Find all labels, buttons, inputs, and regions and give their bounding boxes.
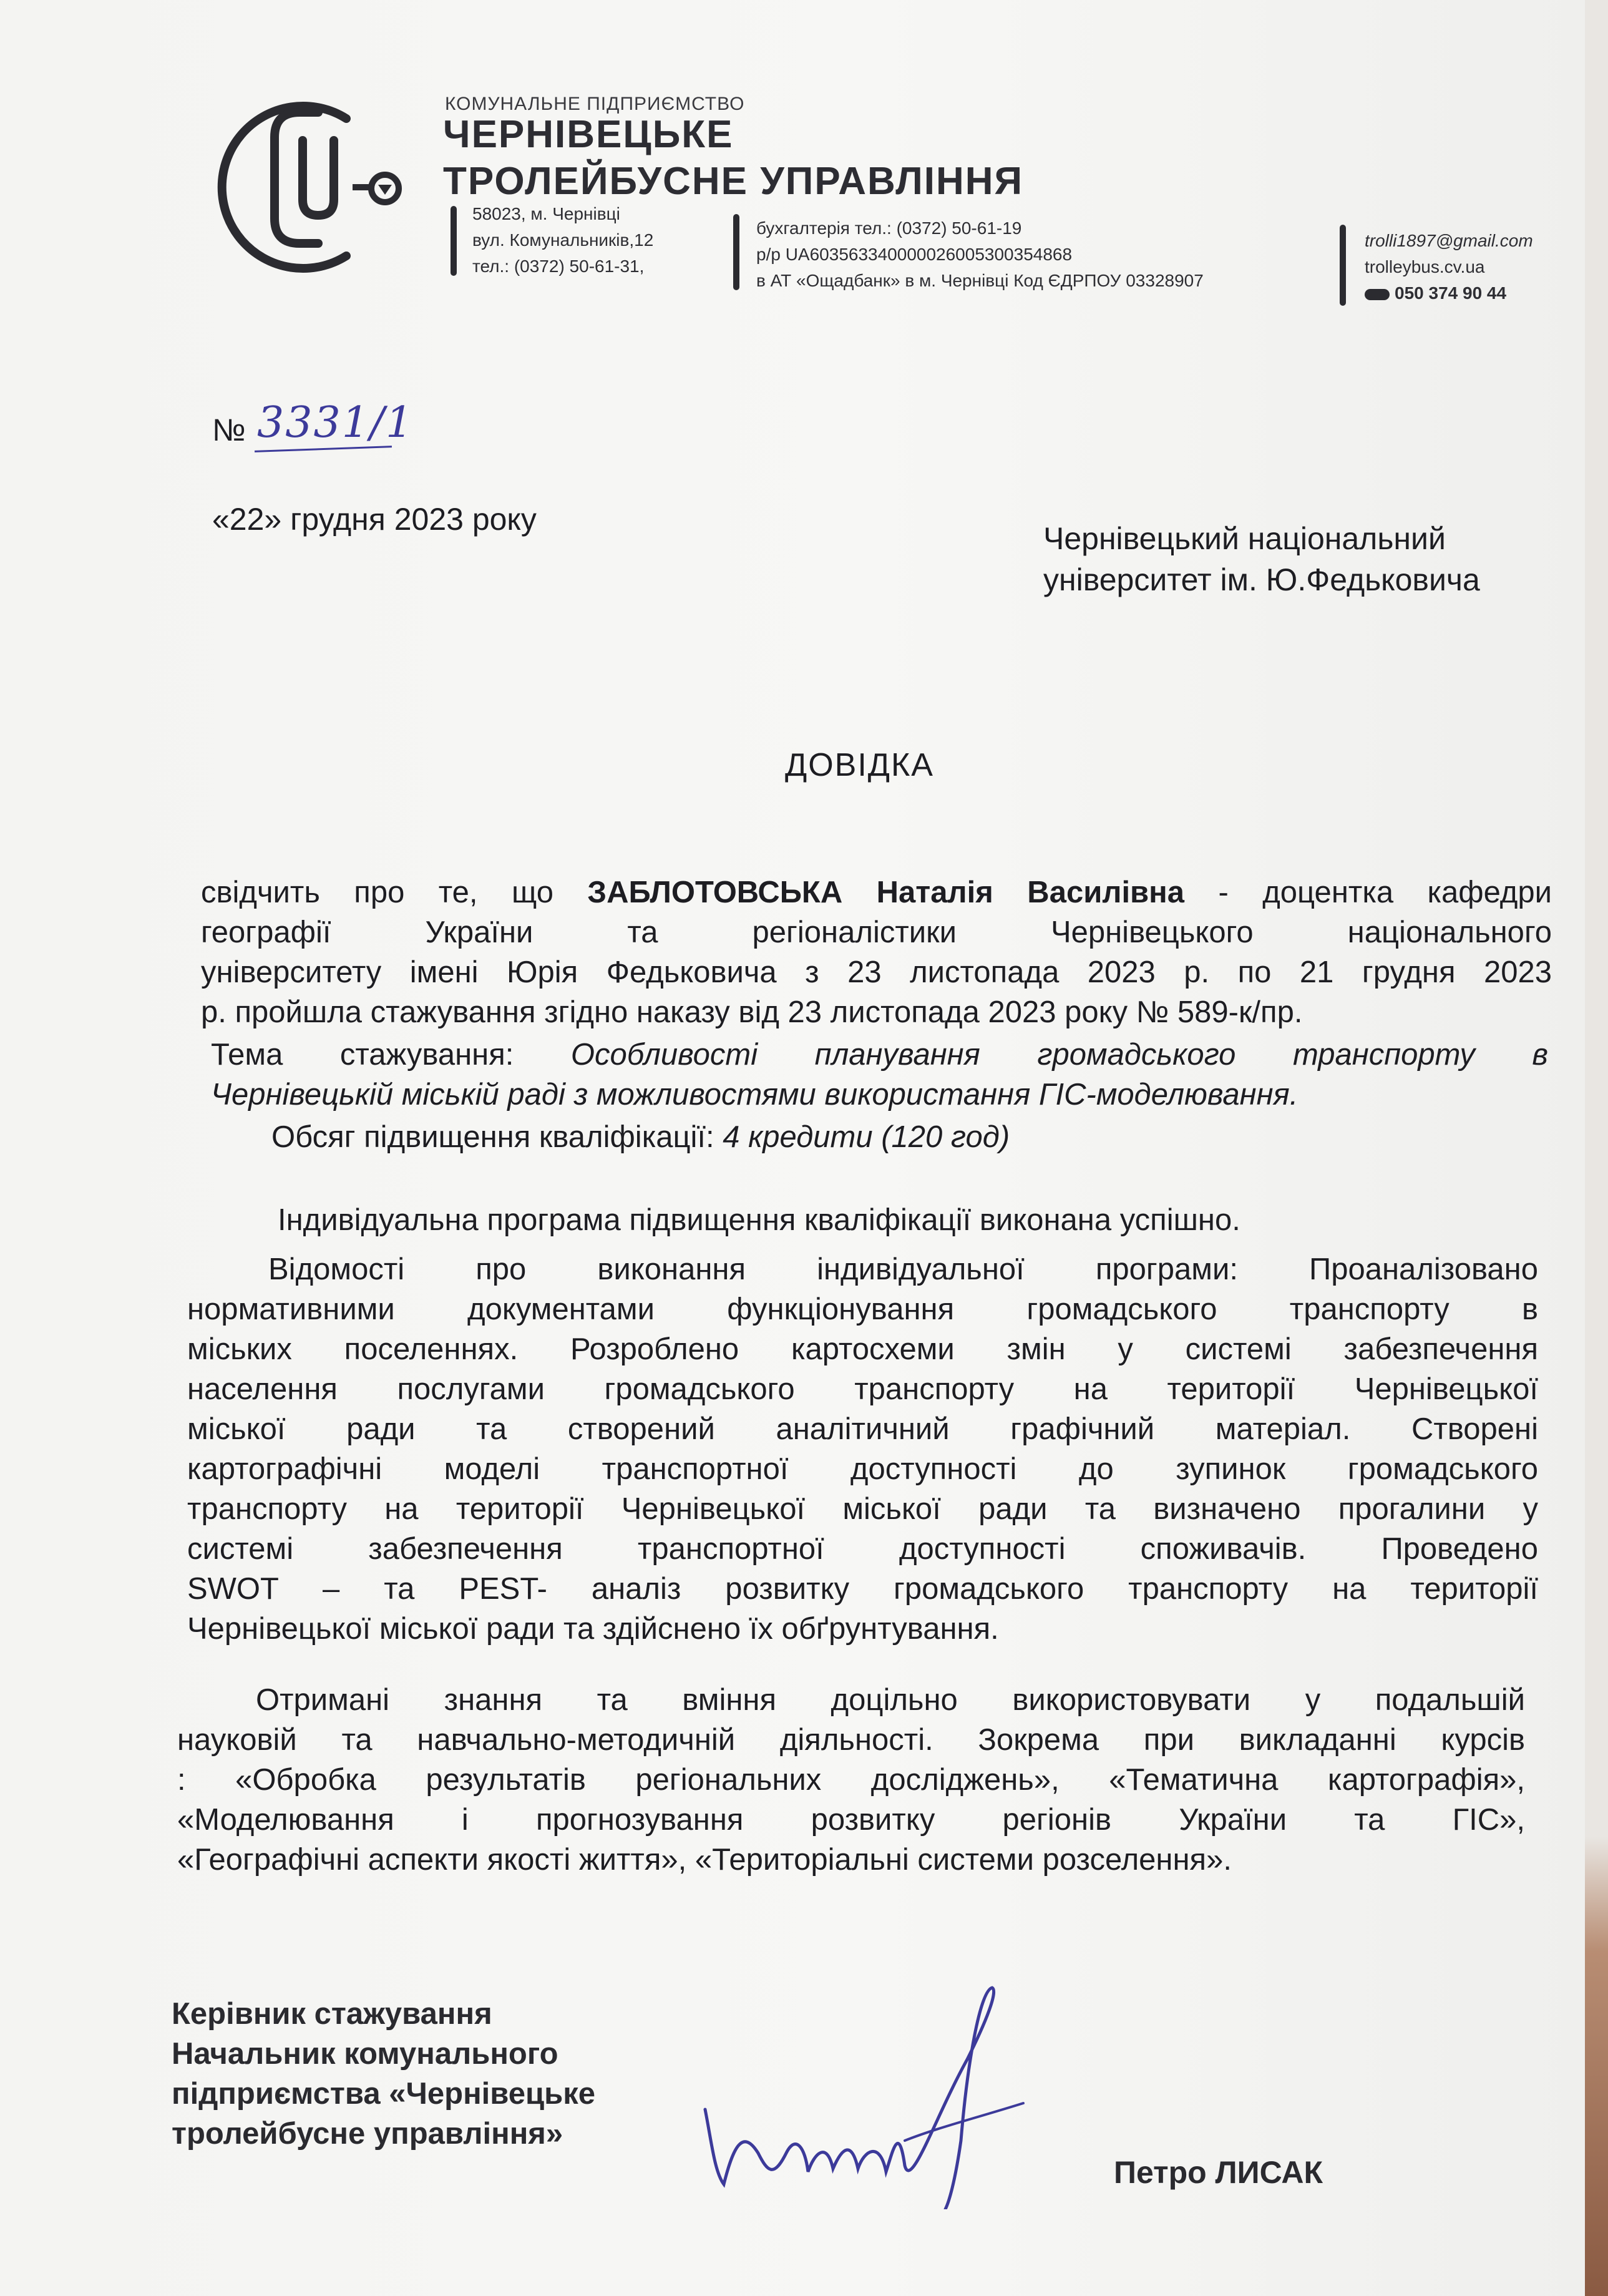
text-line: «Географічні аспекти якості життя», «Територіальні системи розселення». (177, 1843, 1232, 1877)
topic-label: Тема стажування: (211, 1038, 571, 1072)
address-line: 58023, м. Чернівці (472, 204, 620, 223)
table-background (1585, 0, 1608, 2296)
bank-line: бухгалтерія тел.: (0372) 50-61-19 (756, 218, 1022, 238)
signatory-line: тролейбусне управління» (172, 2117, 563, 2151)
text-line: Отримані знання та вміння доцільно використовувати у подальшій (256, 1683, 1525, 1717)
bank-block (756, 215, 1204, 294)
person-name: ЗАБЛОТОВСЬКА Наталія Василівна (587, 876, 1185, 909)
address-block (472, 201, 653, 280)
paragraph-info (187, 1249, 1538, 1649)
org-name-line2: ТРОЛЕЙБУСНЕ УПРАВЛІННЯ (443, 160, 1024, 203)
text-line: нормативними документами функціонування громадського транспорту в (187, 1292, 1538, 1326)
email: trolli1897@gmail.com (1365, 231, 1533, 250)
text-line: науковій та навчально-методичній діяльності. Зокрема при викладанні курсів (177, 1723, 1525, 1757)
divider (733, 214, 739, 290)
signatory-line: Начальник комунального (172, 2037, 558, 2071)
text-line: населення послугами громадського транспорту на території Чернівецької (187, 1372, 1538, 1406)
org-type: КОМУНАЛЬНЕ ПІДПРИЄМСТВО (445, 94, 745, 114)
text-line: міських поселеннях. Розроблено картосхеми змін у системі забезпечення (187, 1332, 1538, 1366)
doc-number-handwritten: 3331/1 (257, 398, 414, 447)
text-line: міської ради та створений аналітичний графічний матеріал. Створені (187, 1412, 1538, 1446)
doc-number-prefix: № (212, 413, 246, 447)
signatory-title (172, 1994, 595, 2154)
contacts-block (1365, 228, 1533, 306)
text-line: університету імені Юрія Федьковича з 23 листопада 2023 р. по 21 грудня 2023 (201, 955, 1552, 989)
signer-name: Петро ЛИСАК (1114, 2155, 1323, 2190)
text: - доцентка кафедри (1184, 876, 1552, 909)
text-line: Чернівецької міської ради та здійснено їх обґрунтування. (187, 1612, 999, 1646)
paragraph-certify (201, 872, 1552, 1032)
addressee (1043, 518, 1480, 600)
paragraph-volume (271, 1117, 1395, 1157)
text-line: Індивідуальна програма підвищення кваліфікації виконана успішно. (278, 1203, 1240, 1237)
text-line: системі забезпечення транспортної доступності споживачів. Проведено (187, 1532, 1538, 1566)
text-line: : «Обробка результатів регіональних досліджень», «Тематична картографія», (177, 1763, 1525, 1797)
trolleybus-logo-icon (212, 75, 424, 287)
handwritten-signature-icon (699, 1985, 1048, 2209)
volume-label: Обсяг підвищення кваліфікації: (271, 1120, 723, 1154)
text-line: картографічні моделі транспортної доступності до зупинок громадського (187, 1452, 1538, 1486)
text-line: SWOT – та PEST- аналіз розвитку громадського транспорту на території (187, 1572, 1538, 1606)
text-line: географії України та регіоналістики Чернівецького національного (201, 916, 1552, 949)
text-line: «Моделювання і прогнозування розвитку регіонів України та ГІС», (177, 1803, 1525, 1837)
paragraph-program (278, 1200, 1463, 1240)
paragraph-knowledge (177, 1680, 1525, 1880)
doc-title: ДОВІДКА (785, 747, 934, 783)
website: trolleybus.cv.ua (1365, 257, 1485, 276)
bank-line: в АТ «Ощадбанк» в м. Чернівці Код ЄДРПОУ 03328907 (756, 271, 1204, 290)
volume-value: 4 кредити (120 год) (723, 1120, 1010, 1154)
text: свідчить про те, що (201, 876, 588, 909)
divider (1340, 225, 1346, 306)
signatory-line: підприємства «Чернівецьке (172, 2077, 596, 2111)
divider (451, 206, 457, 276)
text-line: р. пройшла стажування згідно наказу від 23 листопада 2023 року № 589-к/пр. (201, 995, 1303, 1029)
address-line: вул. Комунальників,12 (472, 230, 654, 250)
text-line: Відомості про виконання індивідуальної програми: Проаналізовано (268, 1253, 1538, 1286)
org-name-line1: ЧЕРНІВЕЦЬКЕ (443, 113, 734, 156)
phone: 050 374 90 44 (1395, 283, 1507, 303)
text-line: транспорту на території Чернівецької міської ради та визначено прогалини у (187, 1492, 1538, 1526)
addressee-line: Чернівецький національний (1043, 521, 1446, 556)
doc-date: «22» грудня 2023 року (212, 502, 537, 537)
phone-icon (1365, 289, 1390, 300)
topic-value: Особливості планування громадського транспорту в (570, 1038, 1549, 1072)
address-line: тел.: (0372) 50-61-31, (472, 256, 645, 276)
addressee-line: університет ім. Ю.Федьковича (1043, 562, 1480, 597)
signatory-line: Керівник стажування (172, 1997, 492, 2031)
paragraph-topic (211, 1035, 1548, 1115)
topic-value: Чернівецькій міській раді з можливостями використання ГІС-моделювання. (211, 1078, 1299, 1111)
bank-line: р/р UA603563340000026005300354868 (756, 245, 1073, 264)
